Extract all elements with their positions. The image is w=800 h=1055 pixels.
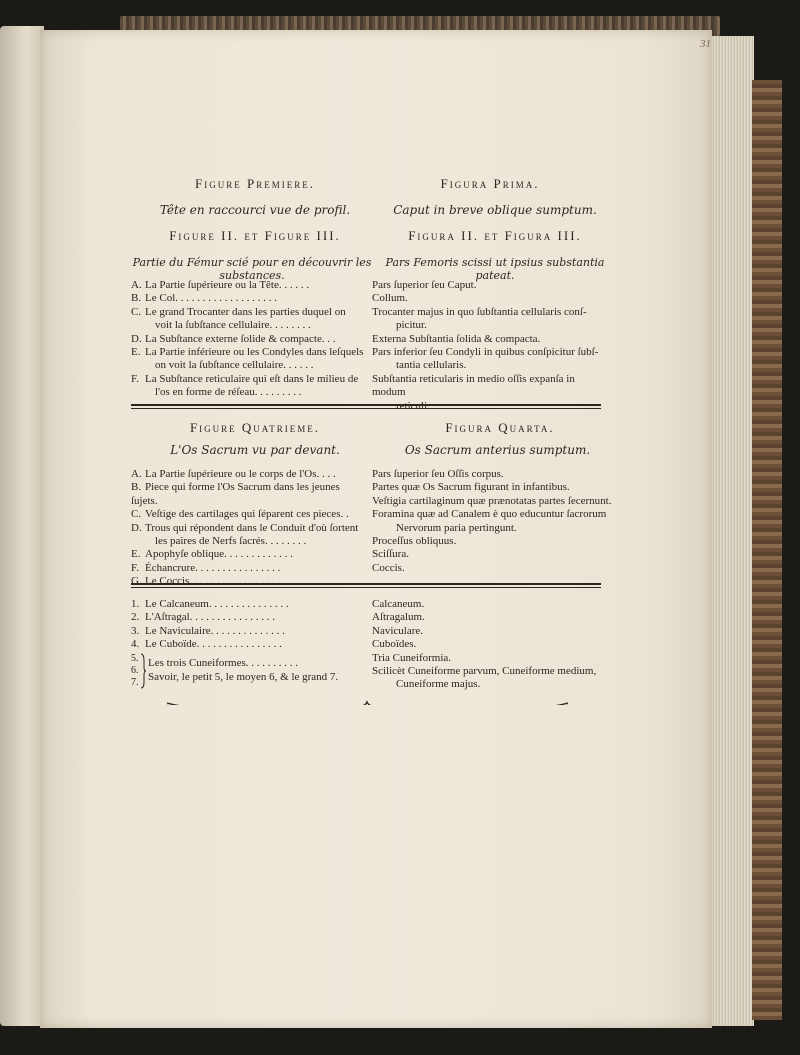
la-heading-figure-1: Figura Prima.	[440, 176, 540, 191]
divider-rule-2b	[131, 587, 601, 588]
list-item: C. Veſtige des cartilages qui ſéparent ces pieces. .	[131, 508, 349, 521]
list-item: B. Piece qui forme l'Os Sacrum dans les jeunes ſujets.	[131, 481, 340, 507]
divider-rule-1b	[131, 408, 601, 409]
list-item: B. Le Col. . . . . . . . . . . . . . . . . . .	[131, 292, 277, 305]
closing-ornament	[165, 699, 570, 705]
list-item: Foramina quæ ad Canalem è quo educuntur ſacrorum	[372, 508, 607, 521]
list-item: Partes quæ Os Sacrum figurant in infantibus.	[372, 481, 570, 494]
la-heading-figure-4: Figura Quarta.	[445, 420, 555, 435]
divider-rule-2	[131, 583, 601, 585]
fr-heading-figure-2-3: Figure II. et Figure III.	[169, 228, 341, 243]
list-item: Trocanter majus in quo ſubſtantia cellularis conſ-	[372, 305, 587, 318]
list-item: Pars ſuperior ſeu Caput.	[372, 279, 477, 291]
list-item: Pars ſuperior ſeu Oſſis corpus.	[372, 468, 504, 480]
la-list-section-1	[372, 279, 610, 413]
list-item: les paires de Nerfs ſacrés. . . . . . . .	[155, 535, 307, 548]
list-item: Scilicèt Cuneiforme parvum, Cuneiforme medium,	[372, 665, 597, 678]
list-item: Collum.	[372, 292, 408, 305]
list-item: E. La Partie inférieure ou les Condyles dans leſquels	[131, 346, 364, 359]
list-item: Externa Subſtantia ſolida & compacta.	[372, 332, 541, 345]
list-item: F. Échancrure. . . . . . . . . . . . . . . .	[131, 561, 281, 574]
cuneiform-line-2: Savoir, le petit 5, le moyen 6, & le grand 7.	[148, 670, 339, 683]
la-heading-figure-2-3: Figura II. et Figura III.	[408, 228, 582, 243]
list-item: on voit la ſubſtance cellulaire. . . . . .	[155, 359, 314, 372]
list-item: 3. Le Naviculaire. . . . . . . . . . . . . .	[131, 624, 285, 637]
brace-icon	[140, 653, 146, 689]
list-item: Pars inferior ſeu Condyli in quibus conſpicitur ſubſ-	[372, 346, 599, 359]
la-subtitle-figure-4: Os Sacrum anterius sumptum.	[404, 443, 591, 457]
list-item: l'os en forme de réſeau. . . . . . . . .	[155, 386, 302, 399]
fr-subtitle-figure-4: L'Os Sacrum vu par devant.	[170, 443, 340, 457]
list-item: G. Le Coccis. . . . . . . . . . . . . . . . .	[131, 575, 281, 588]
page-edges	[712, 36, 754, 1026]
group-key-5: 5.	[131, 652, 139, 664]
book-cover-right	[752, 80, 782, 1020]
list-item: picitur.	[396, 319, 427, 332]
list-item: 1. Le Calcaneum. . . . . . . . . . . . . . .	[131, 598, 289, 610]
list-item: C. Le grand Trocanter dans les parties duquel on	[131, 305, 346, 318]
list-item: Tria Cuneiformia.	[372, 651, 452, 664]
list-item: Veſtigia cartilaginum quæ prænotatas partes ſecernunt.	[372, 494, 612, 507]
left-page-edge	[0, 26, 44, 1026]
list-item: Coccis.	[372, 561, 405, 574]
list-item: Nervorum paria pertingunt.	[396, 521, 517, 534]
group-key-7: 7.	[131, 676, 139, 688]
cuneiform-group	[131, 652, 366, 692]
list-item: E. Apophyſe oblique. . . . . . . . . . . . .	[131, 548, 293, 561]
la-subtitle-figure-2-3: Pars Femoris scissi ut ipsius substantia pateat.	[385, 256, 605, 282]
list-item: Sciſſura.	[372, 548, 409, 561]
page-number: 31	[700, 38, 711, 50]
list-item: Cuboïdes.	[372, 638, 417, 651]
list-item: D. La Subſtance externe ſolide & compacte. . .	[131, 332, 336, 345]
la-list-section-2	[372, 468, 612, 575]
list-item: Aſtragalum.	[372, 611, 425, 624]
list-item: 2. L'Aſtragal. . . . . . . . . . . . . . . .	[131, 611, 275, 624]
list-item: F. La Subſtance reticulaire qui eſt dans le milieu de	[131, 372, 359, 385]
divider-rule-1	[131, 404, 601, 406]
list-item: Calcaneum.	[372, 598, 425, 610]
list-item: Proceſſus obliquus.	[372, 535, 457, 548]
list-item: A. La Partie ſupérieure ou le corps de l'Os. . . .	[131, 468, 336, 480]
list-item: A. La Partie ſupérieure ou la Tête. . . . . .	[131, 279, 310, 291]
la-list-section-3	[372, 598, 612, 692]
fr-list-section-3	[131, 598, 366, 692]
list-item: reticuli.	[396, 399, 430, 412]
fr-list-section-1	[131, 279, 366, 400]
fr-list-section-2	[131, 468, 366, 589]
la-subtitle-figure-1: Caput in breve oblique sumptum.	[393, 203, 597, 217]
list-item: Cuneiforme majus.	[396, 678, 481, 691]
list-item: tantia cellularis.	[396, 359, 467, 372]
cuneiform-line-1: Les trois Cuneiformes. . . . . . . . . .	[148, 656, 299, 669]
fr-subtitle-figure-1: Tête en raccourci vue de profil.	[159, 203, 351, 217]
list-item: voit la ſubſtance cellulaire. . . . . . . .	[155, 319, 311, 332]
list-item: Subſtantia reticularis in medio oſſis expanſa in modum	[372, 372, 575, 399]
list-item: 4. Le Cuboïde. . . . . . . . . . . . . . . .	[131, 638, 282, 651]
fr-heading-figure-4: Figure Quatrieme.	[189, 420, 321, 435]
list-item: Naviculare.	[372, 624, 423, 637]
fr-heading-figure-1: Figure Premiere.	[195, 176, 315, 191]
group-key-6: 6.	[131, 664, 139, 676]
fr-subtitle-figure-2-3: Partie du Fémur scié pour en découvrir les substances.	[132, 256, 372, 282]
list-item: D. Trous qui répondent dans le Conduit d'où ſortent	[131, 521, 359, 534]
